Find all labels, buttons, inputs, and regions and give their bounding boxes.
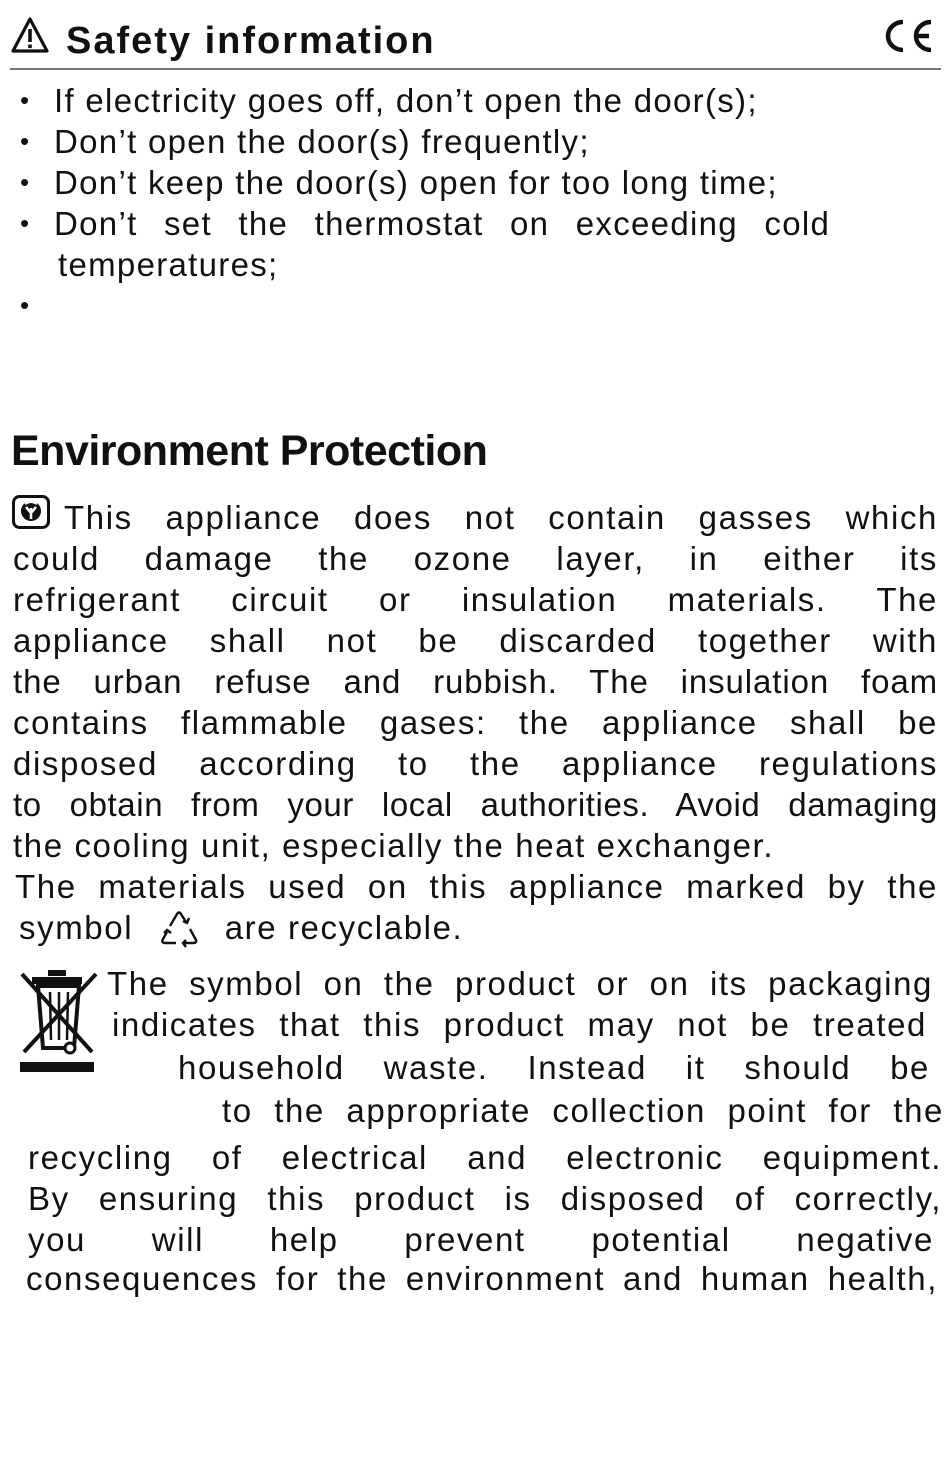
list-item: • Don’t open the door(s) frequently; bbox=[18, 121, 830, 162]
paragraph-line: contains flammable gases: the appliance shall be bbox=[13, 704, 938, 741]
section-title: Environment Protection bbox=[11, 427, 488, 475]
list-item: • Don’t set the thermostat on exceeding cold bbox=[18, 203, 830, 244]
paragraph-line: indicates that this product may not be treated bbox=[112, 1006, 927, 1043]
page-title: Safety information bbox=[66, 20, 436, 62]
paragraph-line: to the appropriate collection point for the bbox=[222, 1092, 944, 1129]
list-item: • Don’t keep the door(s) open for too long time; bbox=[18, 162, 830, 203]
paragraph-line: could damage the ozone layer, in either its bbox=[13, 540, 938, 577]
ce-mark-icon bbox=[879, 18, 935, 54]
recyclable-text: are recyclable. bbox=[224, 909, 464, 946]
paragraph-line: you will help prevent potential negative bbox=[28, 1221, 934, 1258]
list-item: • If electricity goes off, don’t open the door(s); bbox=[18, 80, 830, 121]
symbol-word: symbol bbox=[19, 909, 134, 946]
paragraph-line: This appliance does not contain gasses which bbox=[64, 499, 938, 536]
paragraph-line: The materials used on this appliance marked by the bbox=[15, 868, 938, 905]
paragraph-line: recycling of electrical and electronic equipment. bbox=[28, 1139, 942, 1176]
paragraph-line: to obtain from your local authorities. Avoid damaging bbox=[13, 786, 938, 823]
paragraph-line: the cooling unit, especially the heat exchanger. bbox=[13, 827, 775, 864]
recycle-line bbox=[19, 907, 938, 952]
list-item-continuation: temperatures; bbox=[58, 246, 279, 283]
paragraph-line: disposed according to the appliance regulations bbox=[13, 745, 938, 782]
paragraph-line: household waste. Instead it should be bbox=[178, 1049, 930, 1086]
paragraph-line: The symbol on the product or on its packaging bbox=[107, 965, 933, 1002]
safety-bullet-list bbox=[18, 80, 830, 285]
environment-paragraph bbox=[13, 497, 938, 952]
warning-triangle-icon bbox=[10, 16, 50, 54]
page-header bbox=[10, 12, 941, 70]
weee-paragraph bbox=[0, 963, 945, 1299]
paragraph-line: consequences for the environment and human health, bbox=[26, 1260, 938, 1297]
paragraph-line: refrigerant circuit or insulation materials. The bbox=[13, 581, 938, 618]
paragraph-line: appliance shall not be discarded together with bbox=[13, 622, 938, 659]
paragraph-line: By ensuring this product is disposed of correctly, bbox=[28, 1180, 942, 1217]
recycle-icon bbox=[156, 908, 202, 952]
paragraph-line: the urban refuse and rubbish. The insulation foam bbox=[13, 663, 938, 700]
